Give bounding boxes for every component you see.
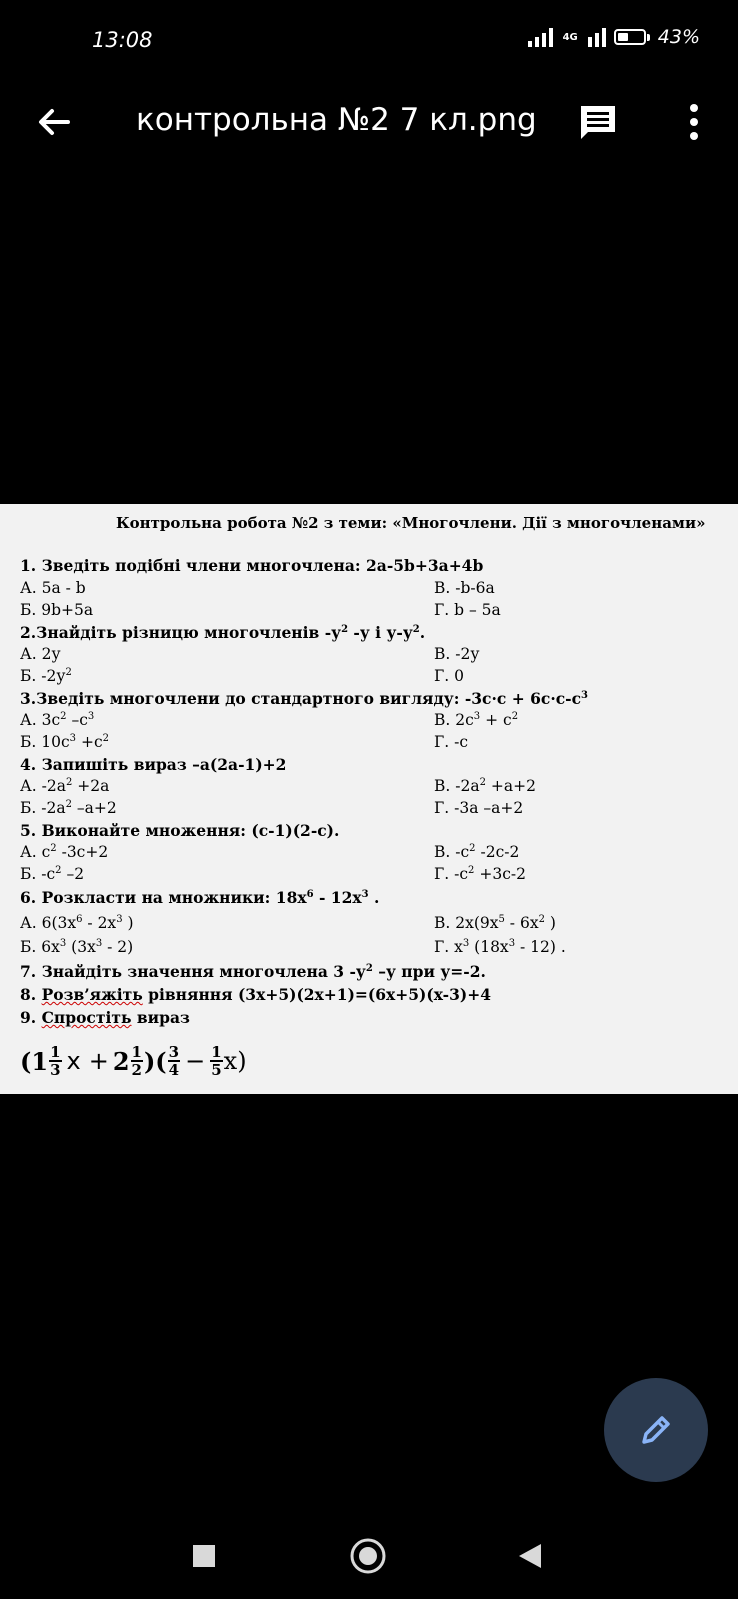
q6-option-g: Г. $x^3$ $(18x^3 - 12)$ . — [434, 937, 566, 956]
q4-option-a: А. $-2a^2 +2a$ — [20, 776, 110, 795]
recents-button[interactable] — [182, 1534, 226, 1578]
file-title: контрольна №2 7 кл.png — [136, 102, 537, 138]
q2-option-v: В. -2у — [434, 645, 480, 663]
q6-option-v: В. $2x(9x^5 - 6x^2$ ) — [434, 913, 556, 932]
arrow-back-icon — [30, 100, 78, 144]
fraction-3-4: $\frac{3}{4}$ — [168, 1043, 180, 1079]
question-9: 9. Спростіть вираз — [20, 1008, 190, 1027]
expression-formula: (1 $\frac{1}{3}$ x + 2 $\frac{1}{2}$ )( $\frac{3}{4}$ − $\frac{1}{5}$ x) — [20, 1043, 247, 1079]
battery-icon — [614, 29, 646, 45]
q5-option-g: Г. $-c^2 +3c-2$ — [434, 864, 526, 883]
triangle-back-icon — [517, 1542, 543, 1570]
question-7: 7. Знайдіть значення многочлена 3 $-у^2$ –у при у=-2. — [20, 962, 486, 981]
question-4: 4. Запишіть вираз –a(2a-1)+2 — [20, 755, 287, 774]
q3-option-a: А. $3c^2$ $-c^3$ — [20, 710, 95, 729]
q2-option-b: Б. $-2у^2$ — [20, 666, 72, 685]
question-6: 6. Розкласти на множники: $18x^6 - 12x^3$ . — [20, 888, 380, 907]
document-title: Контрольна робота №2 з теми: «Многочлени. Дії з многочленами» — [116, 514, 706, 532]
q1-option-a: А. 5a - b — [20, 579, 86, 597]
q1-option-v: В. -b-6a — [434, 579, 495, 597]
battery-tip — [647, 34, 650, 41]
question-8: 8. Розв’яжіть рівняння (3x+5)(2x+1)=(6x+5)(x-3)+4 — [20, 985, 491, 1004]
status-bar — [0, 0, 738, 80]
q3-option-b: Б. $10c^3 +c^2$ — [20, 732, 110, 751]
fraction-1-2: $\frac{1}{2}$ — [131, 1043, 142, 1079]
square-recents-icon — [192, 1544, 216, 1568]
status-time: 13:08 — [92, 28, 153, 52]
app-bar — [0, 80, 738, 164]
question-5: 5. Виконайте множення: (c-1)(2-c). — [20, 821, 340, 840]
q3-option-g: Г. -c — [434, 733, 469, 751]
signal-icon — [528, 27, 553, 47]
comment-icon — [574, 100, 622, 144]
q2-option-g: Г. 0 — [434, 667, 464, 685]
back-button[interactable] — [30, 100, 78, 144]
comment-button[interactable] — [574, 100, 622, 144]
q6-option-b: Б. $6x^3$ $(3x^3 - 2)$ — [20, 937, 134, 956]
q1-option-g: Г. b – 5a — [434, 601, 501, 619]
battery-percent: 43% — [657, 26, 700, 48]
q4-option-v: В. $-2a^2 +a+2$ — [434, 776, 536, 795]
q5-option-a: А. $c^2$ -3c+2 — [20, 842, 109, 861]
q2-option-a: А. 2у — [20, 645, 61, 663]
nav-back-button[interactable] — [508, 1534, 552, 1578]
home-button[interactable] — [346, 1534, 390, 1578]
q5-option-v: В. $-c^2$ -2c-2 — [434, 842, 520, 861]
q3-option-v: В. $2c^3 + c^2$ — [434, 710, 519, 729]
more-options-button[interactable] — [678, 100, 710, 144]
question-2: 2.Знайдіть різницю многочленів $-у^2$ -у і $у-у^2$. — [20, 623, 426, 642]
q5-option-b: Б. $-c^2$ –2 — [20, 864, 85, 883]
q1-option-b: Б. 9b+5a — [20, 601, 94, 619]
question-1: 1. Зведіть подібні члени многочлена: 2a-5b+3a+4b — [20, 556, 484, 575]
circle-home-icon — [348, 1536, 388, 1576]
document-image[interactable] — [0, 504, 738, 1094]
network-type: 4G — [562, 31, 578, 43]
fraction-1-5: $\frac{1}{5}$ — [211, 1043, 222, 1079]
q4-option-b: Б. $-2a^2$ –a+2 — [20, 798, 117, 817]
edit-pencil-icon — [636, 1410, 676, 1450]
q4-option-g: Г. -3a –a+2 — [434, 799, 524, 817]
q6-option-a: А. $6(3x^6 - 2x^3$ ) — [20, 913, 134, 932]
more-vert-icon — [678, 100, 710, 144]
edit-button[interactable] — [604, 1378, 708, 1482]
signal-icon-2 — [588, 27, 606, 47]
question-3: 3.Зведіть многочлени до стандартного вигляду: $-3c\cdot c + 6c\cdot c-c^3$ — [20, 689, 588, 708]
fraction-1-3: $\frac{1}{3}$ — [50, 1043, 61, 1079]
status-icons — [528, 26, 700, 48]
navigation-bar — [0, 1512, 738, 1599]
